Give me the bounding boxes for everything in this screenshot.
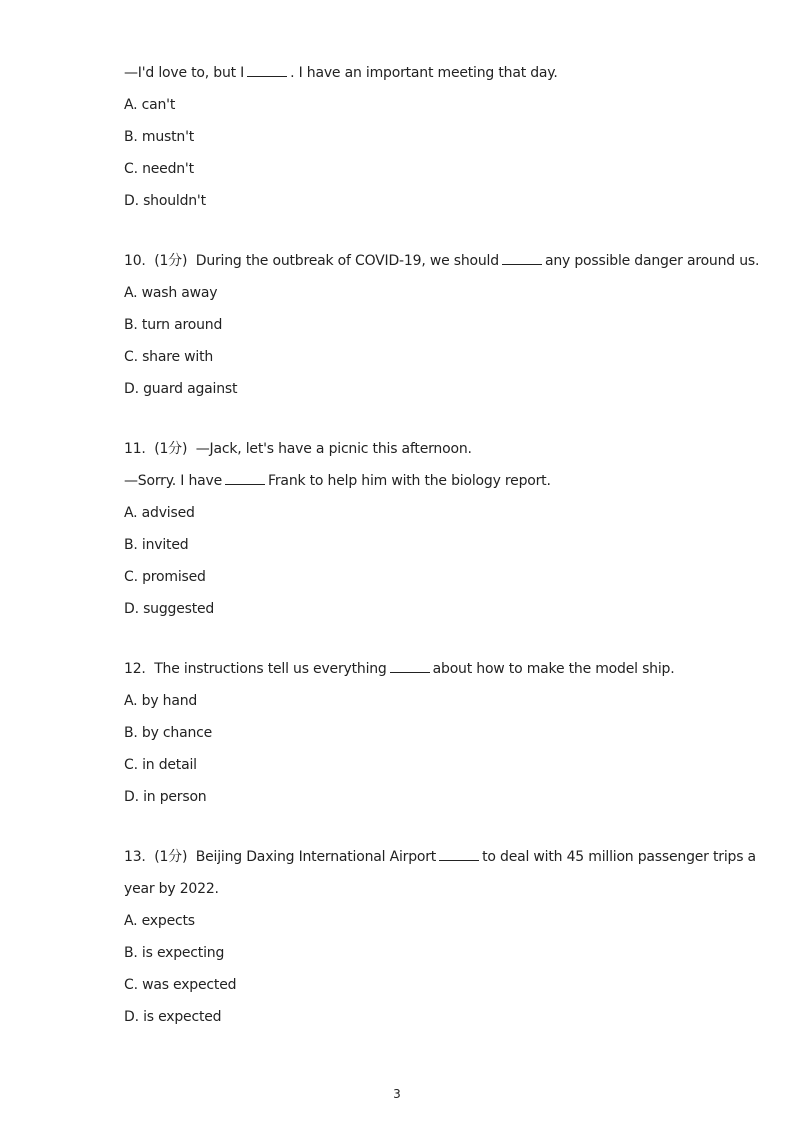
question-12-option-b: B. by chance [124,725,213,741]
question-13-option-a: A. expects [124,913,195,929]
question-12-option-a: A. by hand [124,693,198,709]
question-11-option-b: B. invited [124,537,189,553]
question-9-option-c: C. needn't [124,161,194,177]
question-11-stem: 11. (1分) —Jack, let's have a picnic this afternoon. [124,441,472,457]
question-11-option-d: D. suggested [124,601,215,617]
question-9-option-a: A. can't [124,97,176,113]
question-10-option-c: C. share with [124,349,214,365]
question-12-option-d: D. in person [124,789,207,805]
question-11-reply: —Sorry. I have Frank to help him with the biology report. [124,473,551,489]
question-13-option-b: B. is expecting [124,945,225,961]
answer-blank [439,848,479,861]
question-10-option-d: D. guard against [124,381,238,397]
question-12-stem: 12. The instructions tell us everything about how to make the model ship. [124,661,675,677]
question-10-option-b: B. turn around [124,317,223,333]
question-11-option-c: C. promised [124,569,206,585]
question-9-option-b: B. mustn't [124,129,195,145]
question-13-option-d: D. is expected [124,1009,222,1025]
question-9-option-d: D. shouldn't [124,193,206,209]
question-10-stem: 10. (1分) During the outbreak of COVID-19, we should any possible danger around us. [124,253,760,269]
page-number: 3 [393,1087,401,1101]
question-11-option-a: A. advised [124,505,195,521]
answer-blank [390,660,430,673]
answer-blank [502,252,542,265]
question-9-stem: —I'd love to, but I . I have an important meeting that day. [124,65,558,81]
question-12-option-c: C. in detail [124,757,197,773]
question-13-option-c: C. was expected [124,977,237,993]
question-10-option-a: A. wash away [124,285,218,301]
question-13-stem-continued: year by 2022. [124,881,219,897]
answer-blank [247,64,287,77]
question-13-stem: 13. (1分) Beijing Daxing International Airport to deal with 45 million passenger trips a [124,849,756,865]
answer-blank [225,472,265,485]
